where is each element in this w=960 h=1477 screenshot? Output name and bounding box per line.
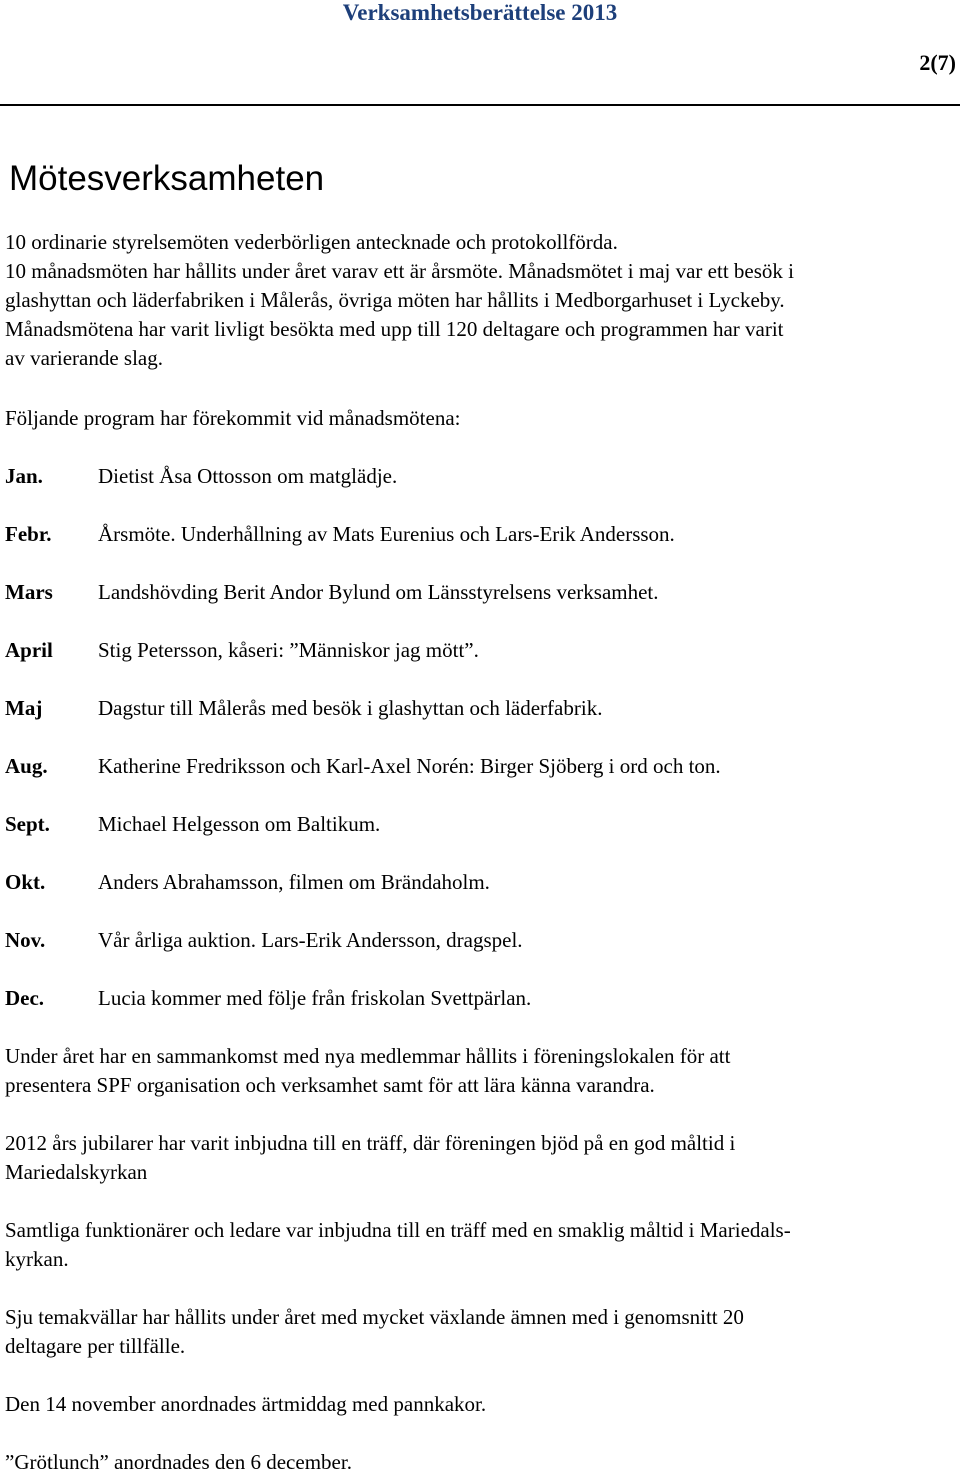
intro-line: 10 ordinarie styrelsemöten vederbörligen antecknade och protokollförda. xyxy=(5,230,618,254)
program-month: Febr. xyxy=(5,522,52,546)
document-header-title: Verksamhetsberättelse 2013 xyxy=(342,0,618,25)
paragraph-line: 2012 års jubilarer har varit inbjudna till en träff, där föreningen bjöd på en god måltid i xyxy=(5,1131,736,1155)
paragraph-line: Mariedalskyrkan xyxy=(5,1160,148,1184)
program-description: Landshövding Berit Andor Bylund om Länsstyrelsens verksamhet. xyxy=(98,580,659,604)
program-intro: Följande program har förekommit vid månadsmötena: xyxy=(5,406,461,430)
program-description: Stig Petersson, kåseri: ”Människor jag mött”. xyxy=(98,638,479,662)
paragraph-line: Sju temakvällar har hållits under året med mycket växlande ämnen med i genomsnitt 20 xyxy=(5,1305,744,1329)
intro-line: 10 månadsmöten har hållits under året varav ett är årsmöte. Månadsmötet i maj var ett besök i xyxy=(5,259,794,283)
program-description: Anders Abrahamsson, filmen om Brändaholm. xyxy=(98,870,490,894)
program-item xyxy=(5,578,955,636)
officials-paragraph xyxy=(5,1216,955,1274)
program-item xyxy=(5,520,955,578)
header-divider xyxy=(0,104,960,106)
paragraph-line: deltagare per tillfälle. xyxy=(5,1334,186,1358)
program-month: Nov. xyxy=(5,928,46,952)
paragraph-line: Under året har en sammankomst med nya medlemmar hållits i föreningslokalen för att xyxy=(5,1044,731,1068)
program-description: Lucia kommer med följe från friskolan Svettpärlan. xyxy=(98,986,532,1010)
program-description: Dietist Åsa Ottosson om matglädje. xyxy=(98,464,398,488)
paragraph-line: kyrkan. xyxy=(5,1247,69,1271)
pea-dinner-paragraph: Den 14 november anordnades ärtmiddag med pannkakor. xyxy=(5,1392,487,1416)
jubilee-paragraph xyxy=(5,1129,955,1187)
program-description: Dagstur till Målerås med besök i glashyttan och läderfabrik. xyxy=(98,696,603,720)
program-month: April xyxy=(5,638,53,662)
program-item xyxy=(5,636,955,694)
theme-evenings-paragraph xyxy=(5,1303,955,1361)
new-members-paragraph xyxy=(5,1042,955,1100)
program-item xyxy=(5,752,955,810)
intro-line: av varierande slag. xyxy=(5,346,164,370)
program-description: Vår årliga auktion. Lars-Erik Andersson, dragspel. xyxy=(98,928,523,952)
program-item xyxy=(5,694,955,752)
program-item xyxy=(5,984,955,1042)
paragraph-line: presentera SPF organisation och verksamhet samt för att lära känna varandra. xyxy=(5,1073,655,1097)
program-month: Mars xyxy=(5,580,53,604)
porridge-lunch-paragraph: ”Grötlunch” anordnades den 6 december. xyxy=(5,1450,352,1474)
program-month: Jan. xyxy=(5,464,43,488)
program-item xyxy=(5,810,955,868)
program-description: Katherine Fredriksson och Karl-Axel Norén: Birger Sjöberg i ord och ton. xyxy=(98,754,721,778)
program-list xyxy=(5,462,955,1042)
program-description: Årsmöte. Underhållning av Mats Eurenius och Lars-Erik Andersson. xyxy=(98,522,675,546)
section-heading: Mötesverksamheten xyxy=(9,159,325,198)
program-month: Dec. xyxy=(5,986,45,1010)
program-description: Michael Helgesson om Baltikum. xyxy=(98,812,381,836)
paragraph-line: Samtliga funktionärer och ledare var inbjudna till en träff med en smaklig måltid i Mariedals- xyxy=(5,1218,791,1242)
program-month: Okt. xyxy=(5,870,46,894)
program-month: Maj xyxy=(5,696,43,720)
intro-paragraph xyxy=(5,228,955,373)
program-item xyxy=(5,926,955,984)
program-item xyxy=(5,868,955,926)
intro-line: Månadsmötena har varit livligt besökta med upp till 120 deltagare och programmen har varit xyxy=(5,317,784,341)
intro-line: glashyttan och läderfabriken i Målerås, övriga möten har hållits i Medborgarhuset i Lyckeby. xyxy=(5,288,785,312)
program-item xyxy=(5,462,955,520)
page-number: 2(7) xyxy=(919,50,956,75)
program-month: Sept. xyxy=(5,812,50,836)
program-month: Aug. xyxy=(5,754,48,778)
